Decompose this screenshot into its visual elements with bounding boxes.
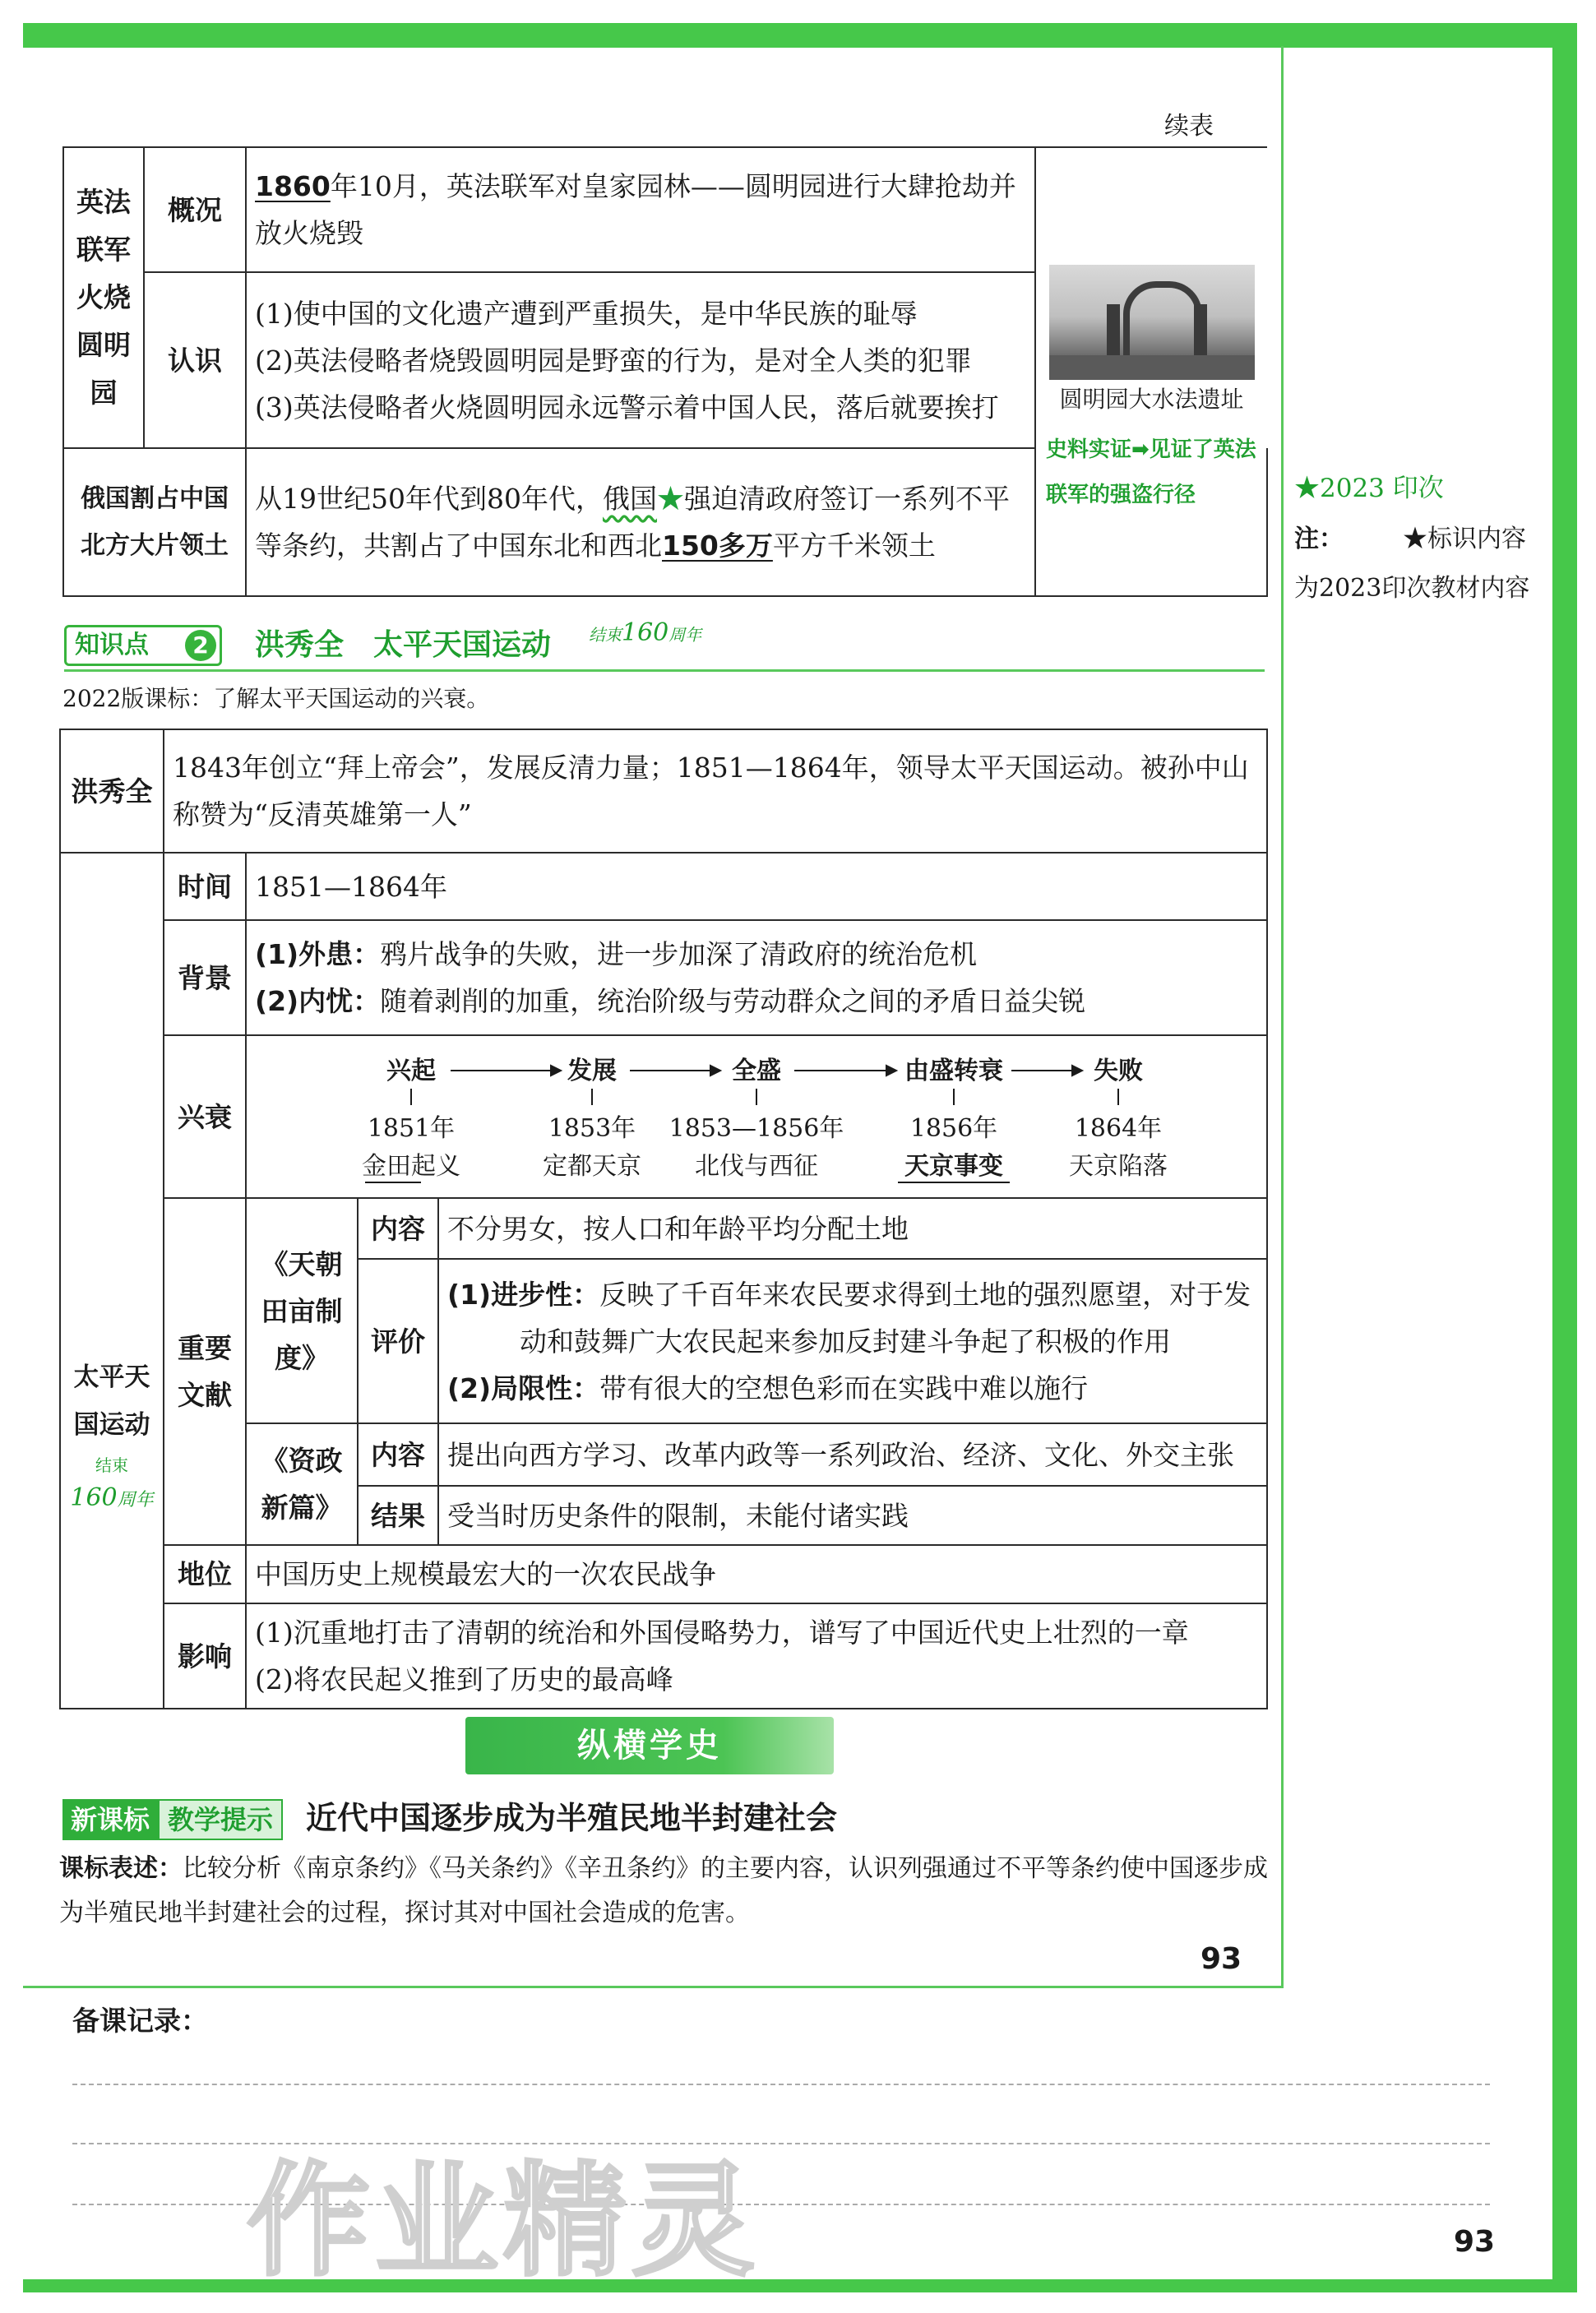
knowledge-point-badge: 知识点 2 [64, 625, 222, 666]
stage-year: 1851年 [367, 1114, 456, 1143]
doc1-eval-label: 评价 [358, 1259, 438, 1423]
teaching-tip-tag: 教学提示 [158, 1799, 283, 1840]
impact-cell [246, 1603, 1267, 1709]
documents-label: 重要文献 [164, 1198, 246, 1545]
overview-text: 年10月，英法联军对皇家园林——圆明园进行大肆抢劫并放火烧毁 [255, 170, 1016, 249]
status-label: 地位 [164, 1545, 246, 1603]
doc2-result-label: 结果 [358, 1486, 438, 1545]
russia-term: 俄国 [602, 483, 657, 515]
doc2-content-label: 内容 [358, 1423, 438, 1486]
stage-label: 发展 [567, 1057, 617, 1085]
area-value: 150多万 [662, 530, 773, 562]
stage-label: 失败 [1094, 1057, 1143, 1085]
anniversary-tag: 结束160周年 [589, 618, 702, 647]
stage-year: 1853—1856年 [668, 1114, 844, 1143]
stage-event: 定都天京 [543, 1152, 641, 1181]
section-banner: 纵横学史 [465, 1717, 834, 1774]
stage-label: 由盛转衰 [904, 1057, 1003, 1085]
page-number-outer: 93 [1454, 2225, 1496, 2259]
doc1-eval-cell: (1)进步性：反映了千百年来农民要求得到土地的强烈愿望，对于发动和鼓舞广大农民起来参加反封建斗争起了积极的作用 (2)局限性：带有很大的空想色彩而在实践中难以施行 [438, 1259, 1267, 1423]
cognition-item: (1)使中国的文化遗产遭到严重损失，是中华民族的耻辱 [255, 297, 918, 330]
stage-event: 天京陷落 [1069, 1152, 1168, 1181]
knowledge-point-number: 2 [185, 630, 216, 661]
impact-item: (1)沉重地打击了清朝的统治和外国侵略势力，谱写了中国近代史上壮烈的一章 [255, 1617, 1189, 1649]
knowledge-point-underline [64, 669, 1265, 672]
page-number-inner: 93 [1200, 1942, 1242, 1976]
notes-line[interactable] [72, 2084, 1490, 2085]
russia-cell: 从19世纪50年代到80年代，俄国★强迫清政府签订一系列不平等条约，共割占了中国东北和西北150多万平方千米领土 [246, 448, 1035, 596]
teaching-header [62, 1797, 837, 1839]
stage-year: 1853年 [548, 1114, 636, 1143]
margin-divider [1281, 46, 1284, 1988]
status-text: 中国历史上规模最宏大的一次农民战争 [246, 1545, 1267, 1603]
taiping-label-cell: 太平天国运动 结束 160周年 [60, 853, 164, 1709]
cognition-item: (2)英法侵略者烧毁圆明园是野蛮的行为，是对全人类的犯罪 [255, 344, 972, 377]
knowledge-point-title: 洪秀全 太平天国运动 [255, 628, 552, 662]
top-border [23, 23, 1577, 48]
notes-label: 备课记录： [72, 2005, 208, 2037]
cognition-label: 认识 [144, 272, 246, 448]
doc1-name: 《天朝田亩制度》 [246, 1198, 358, 1423]
content-divider [23, 1986, 1283, 1988]
image-caption: 圆明园大水法遗址 [1059, 386, 1244, 413]
teaching-title: 近代中国逐步成为半殖民地半封建社会 [306, 1800, 838, 1836]
doc1-content-label: 内容 [358, 1198, 438, 1259]
cognition-item: (3)英法侵略者火烧圆明园永远警示着中国人民，落后就要挨打 [255, 391, 999, 423]
overview-year: 1860 [255, 170, 331, 202]
stage-label: 全盛 [732, 1057, 781, 1085]
taiping-label: 太平天国运动 [73, 1362, 150, 1440]
doc1-content: 不分男女，按人口和年龄平均分配土地 [438, 1198, 1267, 1259]
group-label: 英法联军火烧圆明园 [63, 147, 144, 448]
right-border [1552, 23, 1577, 2292]
watermark: 作业精灵 [247, 2150, 761, 2293]
yuanmingyuan-ruins-image [1049, 265, 1255, 380]
hongxiuquan-text: 1843年创立“拜上帝会”，发展反清力量；1851—1864年，领导太平天国运动。被孙中山称赞为“反清英雄第一人” [164, 729, 1267, 853]
star-icon: ★ [656, 483, 684, 515]
stage-event: 天京事变 [904, 1152, 1003, 1181]
stage-label: 兴起 [386, 1057, 436, 1085]
stage-year: 1864年 [1074, 1114, 1163, 1143]
image-cell [1035, 147, 1267, 448]
anniversary-note: 160周年 [70, 1483, 154, 1512]
background-label: 背景 [164, 920, 246, 1035]
stage-event: 金田起义 [362, 1152, 460, 1181]
stage-event: 北伐与西征 [695, 1152, 818, 1181]
hongxiuquan-label: 洪秀全 [60, 729, 164, 853]
doc2-name: 《资政新篇》 [246, 1423, 358, 1545]
image-note: 史料实证➡见证了英法联军的强盗行径 [1046, 437, 1256, 507]
taiping-table [59, 729, 1268, 1709]
continued-label: 续表 [1164, 112, 1214, 141]
teaching-standard: 课标表述：比较分析《南京条约》《马关条约》《辛丑条约》的主要内容，认识列强通过不平等条约使中国逐步成为半殖民地半封建社会的过程，探讨其对中国社会造成的危害。 [59, 1854, 1268, 1927]
stage-year: 1856年 [909, 1114, 998, 1143]
overview-cell [246, 147, 1035, 272]
new-curriculum-tag: 新课标 [62, 1799, 158, 1840]
timeline-diagram [247, 1036, 1266, 1197]
impact-label: 影响 [164, 1603, 246, 1709]
time-label: 时间 [164, 853, 246, 920]
curriculum-standard: 2022版课标：了解太平天国运动的兴衰。 [62, 685, 490, 712]
cognition-cell [246, 272, 1035, 448]
overview-label: 概况 [144, 147, 246, 272]
background-cell: (1)外患：鸦片战争的失败，进一步加深了清政府的统治危机 (2)内忧：随着剥削的加重，统治阶级与劳动群众之间的矛盾日益尖锐 [246, 920, 1267, 1035]
sidebar-note: 注： ★标识内容为2023印次教材内容 [1294, 525, 1530, 603]
doc2-content: 提出向西方学习、改革内政等一系列政治、经济、文化、外交主张 [438, 1423, 1267, 1486]
rise-fall-label: 兴衰 [164, 1035, 246, 1198]
russia-label: 俄国割占中国北方大片领土 [63, 448, 246, 596]
sidebar-title: ★2023 印次 [1294, 474, 1444, 503]
rise-fall-timeline [246, 1035, 1267, 1198]
doc2-result: 受当时历史条件的限制，未能付诸实践 [438, 1486, 1267, 1545]
impact-item: (2)将农民起义推到了历史的最高峰 [255, 1663, 673, 1695]
table-continued [62, 146, 1268, 597]
time-text: 1851—1864年 [246, 853, 1267, 920]
